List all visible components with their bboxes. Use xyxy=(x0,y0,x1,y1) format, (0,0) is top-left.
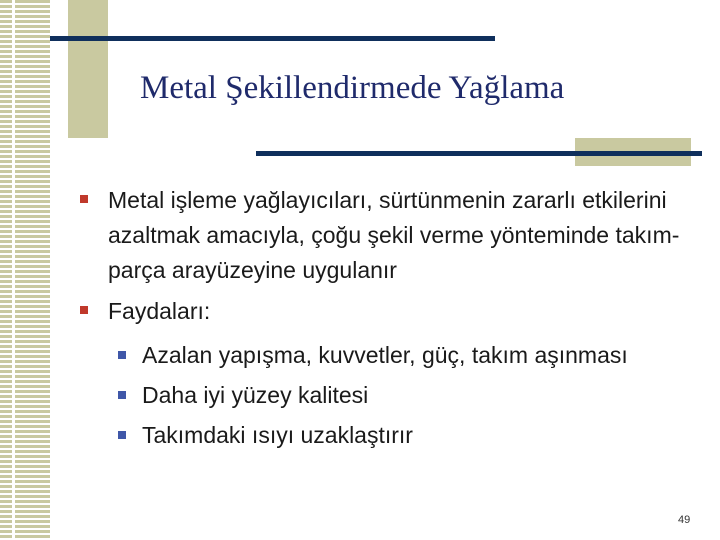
sub-bullet-text: Azalan yapışma, kuvvetler, güç, takım aşınması xyxy=(142,342,628,368)
page-number: 49 xyxy=(678,514,691,526)
left-decorative-strip xyxy=(0,0,50,540)
sub-bullet-item xyxy=(80,335,700,375)
sub-bullet-item xyxy=(80,375,700,415)
blue-square-bullet-icon xyxy=(118,431,126,439)
bullet-item xyxy=(80,294,700,329)
sub-bullet-text: Takımdaki ısıyı uzaklaştırır xyxy=(142,422,413,448)
bullet-text: Faydaları: xyxy=(108,298,211,324)
slide-content xyxy=(80,183,700,455)
sub-bullet-item xyxy=(80,415,700,455)
title-bar-top xyxy=(50,36,495,41)
blue-square-bullet-icon xyxy=(118,391,126,399)
bullet-text: Metal işleme yağlayıcıları, sürtünmenin zararlı etkilerini azaltmak amacıyla, çoğu şekil verme yönteminde takım-parça arayüzeyine uygulanır xyxy=(108,187,680,283)
olive-accent-block-top xyxy=(68,0,108,138)
red-square-bullet-icon xyxy=(80,195,88,203)
sub-bullet-list xyxy=(80,335,700,455)
red-square-bullet-icon xyxy=(80,306,88,314)
sub-bullet-text: Daha iyi yüzey kalitesi xyxy=(142,382,369,408)
slide-title: Metal Şekillendirmede Yağlama xyxy=(140,70,565,106)
title-bar-bottom xyxy=(256,151,702,156)
blue-square-bullet-icon xyxy=(118,351,126,359)
bullet-item xyxy=(80,183,700,288)
